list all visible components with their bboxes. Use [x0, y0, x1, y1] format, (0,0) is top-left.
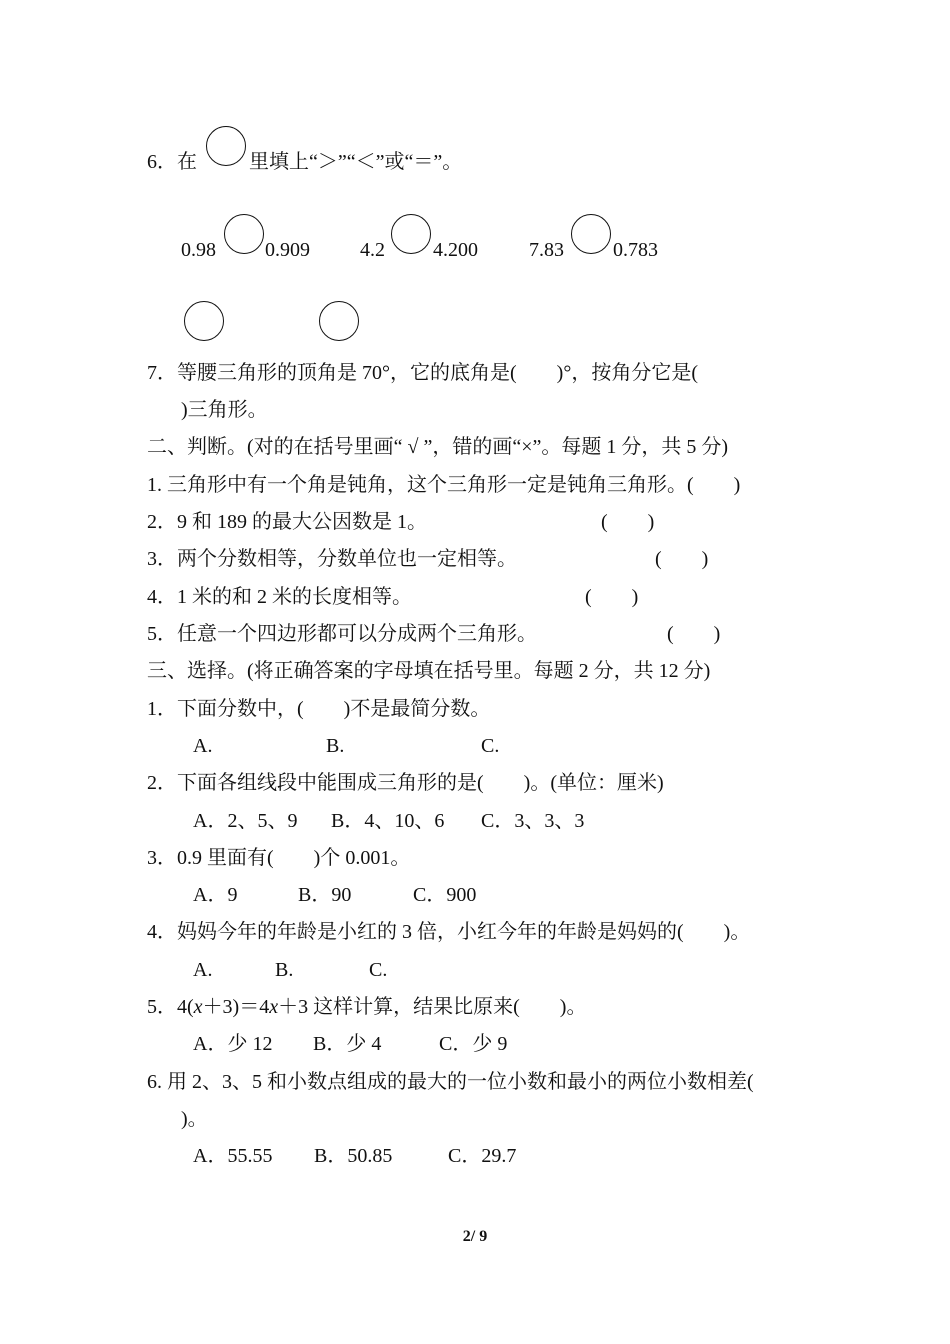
- choice-q3-option-a[interactable]: A．9: [193, 884, 238, 906]
- variable-x: x: [269, 996, 279, 1018]
- choice-q2-option-a[interactable]: A．2、5、9: [193, 810, 298, 832]
- choice-q5-option-b[interactable]: B．少 4: [313, 1033, 382, 1055]
- choice-q1-option-a[interactable]: A.: [193, 735, 213, 757]
- q6-item2-left: 4.2: [360, 239, 385, 261]
- judge-item-5-bracket[interactable]: ( ): [667, 623, 721, 645]
- q6-item3-left: 7.83: [529, 239, 564, 261]
- q7-line2: )三角形。: [181, 399, 268, 421]
- choice-q5-stem: [147, 994, 586, 1020]
- judge-item-5: 5．任意一个四边形都可以分成两个三角形。: [147, 623, 537, 645]
- q6-item1-right: 0.909: [265, 239, 310, 261]
- choice-q3-stem: 3．0.9 里面有( )个 0.001。: [147, 847, 411, 869]
- answer-circle-legend: [206, 126, 246, 166]
- choice-q5-stem-a: 5．4(: [147, 996, 194, 1018]
- judge-item-2: 2．9 和 189 的最大公因数是 1。: [147, 511, 427, 533]
- choice-q5-stem-b: ＋3)＝4: [202, 996, 270, 1018]
- choice-q5-stem-c: ＋3 这样计算，结果比原来( )。: [278, 996, 587, 1018]
- choice-q2-stem: 2．下面各组线段中能围成三角形的是( )。(单位：厘米): [147, 772, 664, 794]
- variable-x: x: [193, 996, 203, 1018]
- q6-item1-left: 0.98: [181, 239, 216, 261]
- answer-circle-1[interactable]: [224, 214, 264, 254]
- judge-item-2-bracket[interactable]: ( ): [601, 511, 655, 533]
- choice-q1-stem: 1．下面分数中，( )不是最简分数。: [147, 698, 491, 720]
- answer-circle-2[interactable]: [391, 214, 431, 254]
- q6-suffix: 里填上“＞”“＜”或“＝”。: [249, 151, 463, 173]
- judge-item-4-bracket[interactable]: ( ): [585, 586, 639, 608]
- choice-q3-option-b[interactable]: B．90: [298, 884, 352, 906]
- choice-q4-option-a[interactable]: A.: [193, 959, 213, 981]
- choice-q4-stem: 4．妈妈今年的年龄是小红的 3 倍，小红今年的年龄是妈妈的( )。: [147, 921, 751, 943]
- choice-q6-option-b[interactable]: B．50.85: [314, 1145, 393, 1167]
- answer-circle-4[interactable]: [184, 301, 224, 341]
- choice-q5-option-a[interactable]: A．少 12: [193, 1033, 273, 1055]
- q6-item3-right: 0.783: [613, 239, 658, 261]
- choice-q6-option-c[interactable]: C．29.7: [448, 1145, 517, 1167]
- choice-q3-option-c[interactable]: C．900: [413, 884, 477, 906]
- choice-q5-option-c[interactable]: C．少 9: [439, 1033, 508, 1055]
- choice-q1-option-c[interactable]: C.: [481, 735, 500, 757]
- choice-q1-option-b[interactable]: B.: [326, 735, 345, 757]
- choice-section-title: 三、选择。(将正确答案的字母填在括号里。每题 2 分，共 12 分): [147, 660, 711, 682]
- choice-q2-option-b[interactable]: B．4、10、6: [331, 810, 445, 832]
- judge-item-3: 3．两个分数相等，分数单位也一定相等。: [147, 548, 517, 570]
- page-number: 2/ 9: [462, 1228, 488, 1245]
- judge-item-1: 1. 三角形中有一个角是钝角，这个三角形一定是钝角三角形。( ): [147, 474, 741, 496]
- choice-q6-option-a[interactable]: A．55.55: [193, 1145, 273, 1167]
- choice-q2-option-c[interactable]: C．3、3、3: [481, 810, 585, 832]
- choice-q4-option-b[interactable]: B.: [275, 959, 294, 981]
- answer-circle-5[interactable]: [319, 301, 359, 341]
- judge-section-title: 二、判断。(对的在括号里画“ √ ”，错的画“×”。每题 1 分，共 5 分): [147, 436, 729, 458]
- judge-item-4: 4．1 米的和 2 米的长度相等。: [147, 586, 412, 608]
- choice-q4-option-c[interactable]: C.: [369, 959, 388, 981]
- choice-q6-line1: 6. 用 2、3、5 和小数点组成的最大的一位小数和最小的两位小数相差(: [147, 1071, 754, 1093]
- q6-prefix: 6．在: [147, 151, 197, 173]
- choice-q6-line2: )。: [181, 1108, 208, 1130]
- judge-item-3-bracket[interactable]: ( ): [655, 548, 709, 570]
- answer-circle-3[interactable]: [571, 214, 611, 254]
- q7-line1: 7．等腰三角形的顶角是 70°，它的底角是( )°，按角分它是(: [147, 362, 698, 384]
- q6-item2-right: 4.200: [433, 239, 478, 261]
